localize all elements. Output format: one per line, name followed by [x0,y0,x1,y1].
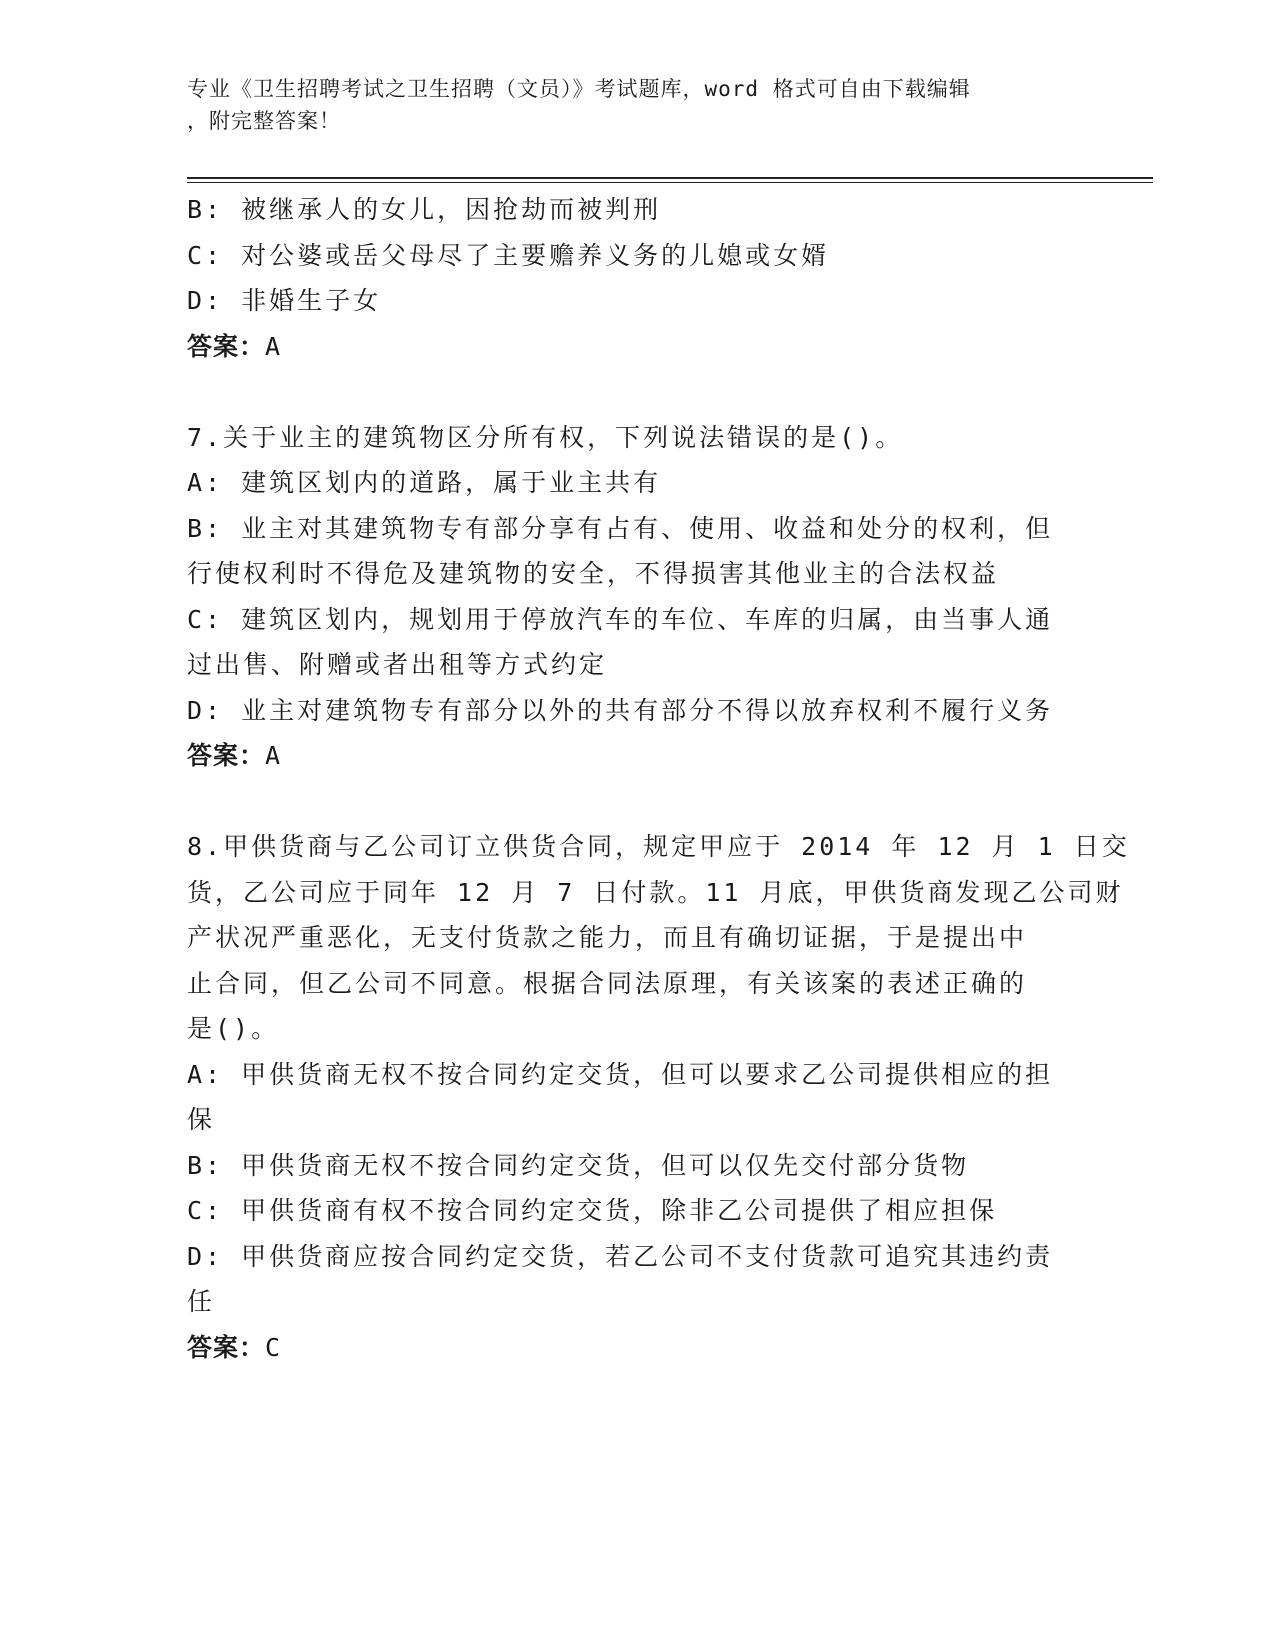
header-line-1: 专业《卫生招聘考试之卫生招聘（文员）》考试题库，word 格式可自由下载编辑 [187,77,971,101]
q7-stem: 7.关于业主的建筑物区分所有权，下列说法错误的是()。 [187,422,904,452]
spacer [187,779,1077,825]
q6-answer-label: 答案： [187,331,266,361]
q6-option-d: D: 非婚生子女 [187,286,382,315]
q8-stem-line-1: 8.甲供货商与乙公司订立供货合同，规定甲应于 2014 年 12 月 1 日交 [187,832,1130,861]
q6-option-b: B: 被继承人的女儿，因抢劫而被判刑 [187,195,662,224]
q7-option-d: D: 业主对建筑物专有部分以外的共有部分不得以放弃权利不履行义务 [187,695,1054,725]
question-content [187,187,1130,1370]
q6-answer-value: A [265,331,282,361]
question-6 [187,187,1077,369]
q8-answer-label: 答案： [187,1332,266,1362]
header-rule-thin [187,182,1153,183]
header-rule-thick [187,177,1153,179]
q7-answer-label: 答案： [187,741,266,770]
page-header [187,73,1087,137]
q8-answer-value: C [265,1332,282,1362]
q8-option-d-line-1: D: 甲供货商应按合同约定交货，若乙公司不支付货款可追究其违约责 [187,1241,1054,1271]
spacer [187,369,1077,415]
q8-stem-line-2: 货，乙公司应于同年 12 月 7 日付款。11 月底，甲供货商发现乙公司财 [187,877,1124,907]
q6-option-c: C: 对公婆或岳父母尽了主要赡养义务的儿媳或女婿 [187,240,830,270]
q8-stem-line-4: 止合同，但乙公司不同意。根据合同法原理，有关该案的表述正确的 [187,968,1028,998]
q8-option-a-line-2: 保 [187,1105,216,1134]
q8-option-c: C: 甲供货商有权不按合同约定交货，除非乙公司提供了相应担保 [187,1196,998,1225]
q7-option-c-line-2: 过出售、附赠或者出租等方式约定 [187,650,608,679]
q7-option-b-line-2: 行使权利时不得危及建筑物的安全，不得损害其他业主的合法权益 [187,559,1000,588]
q7-option-b-line-1: B: 业主对其建筑物专有部分享有占有、使用、收益和处分的权利，但 [187,513,1054,543]
q8-stem-line-5: 是()。 [187,1014,280,1043]
q8-answer [187,1325,1077,1371]
q7-answer [187,733,1077,779]
q7-option-a: A: 建筑区划内的道路，属于业主共有 [187,468,662,497]
q8-option-a-line-1: A: 甲供货商无权不按合同约定交货，但可以要求乙公司提供相应的担 [187,1059,1054,1089]
q7-answer-value: A [265,741,282,770]
q6-answer [187,324,1077,370]
question-7 [187,415,1077,779]
q8-option-d-line-2: 任 [187,1287,216,1316]
q7-option-c-line-1: C: 建筑区划内，规划用于停放汽车的车位、车库的归属，由当事人通 [187,604,1054,634]
q8-stem-line-3: 产状况严重恶化，无支付货款之能力，而且有确切证据，于是提出中 [187,923,1028,952]
q8-option-b: B: 甲供货商无权不按合同约定交货，但可以仅先交付部分货物 [187,1150,970,1180]
question-8 [187,824,1130,1370]
header-line-2: ，附完整答案！ [187,109,341,133]
